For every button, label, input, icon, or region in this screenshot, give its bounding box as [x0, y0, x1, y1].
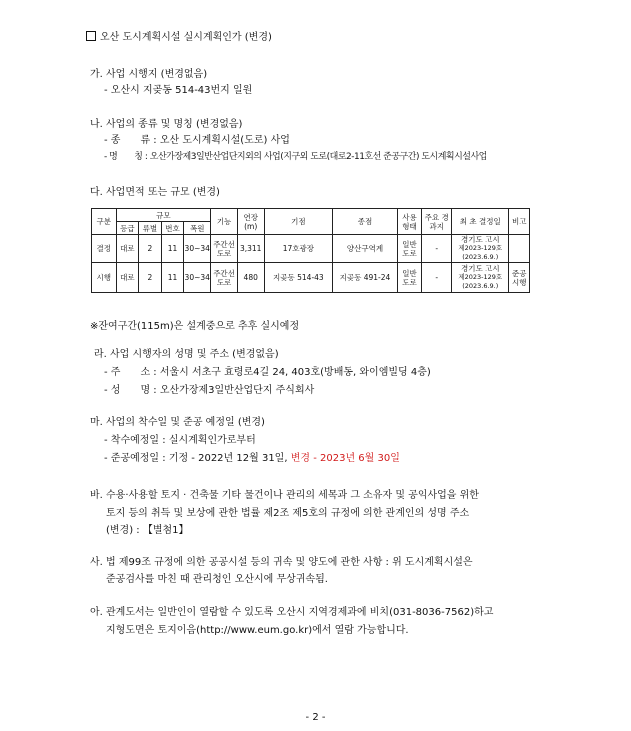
section-d-heading: 라. 사업 시행자의 성명 및 주소 (변경없음) [94, 349, 279, 360]
cell-first-line3: (2023.6.9.) [462, 282, 499, 290]
cell-start: 지곶동 514-43 [264, 263, 333, 293]
cell-start: 17호광장 [264, 235, 333, 263]
section-c-heading: 다. 사업면적 또는 규모 (변경) [90, 187, 220, 198]
table-row [92, 235, 530, 263]
cell-first-line3: (2023.6.9.) [462, 253, 499, 261]
section-f-line1: 바. 수용·사용할 토지 · 건축물 기타 물건이나 관리의 세목과 그 소유자 및 공익사업을 위한 [90, 490, 479, 501]
header-main: 주요 경과지 [422, 209, 452, 235]
cell-first [452, 263, 509, 293]
header-type: 류별 [139, 222, 162, 235]
completion-date-original: - 준공예정일 : 기정 - 2022년 12월 31일, [104, 453, 288, 464]
header-gubun: 구분 [92, 209, 117, 235]
header-width: 폭원 [184, 222, 211, 235]
header-no: 번호 [161, 222, 184, 235]
cell-grade: 대로 [116, 263, 139, 293]
header-func: 기능 [211, 209, 238, 235]
cell-gubun: 시행 [92, 263, 117, 293]
cell-type: 2 [139, 235, 162, 263]
checkbox-icon [86, 31, 96, 41]
cell-note [509, 235, 530, 263]
header-start: 기점 [264, 209, 333, 235]
section-f-line3: (변경) : 【별첨1】 [106, 525, 189, 536]
cell-note: 준공 시행 [509, 263, 530, 293]
section-g-line2: 준공검사를 마친 때 관리청인 오산시에 무상귀속됨. [106, 574, 328, 585]
section-e-heading: 마. 사업의 착수일 및 준공 예정일 (변경) [90, 417, 265, 428]
section-a-item: - 오산시 지곶동 514-43번지 일원 [104, 85, 253, 96]
cell-func: 주간선 도로 [211, 263, 238, 293]
header-grade: 등급 [116, 222, 139, 235]
cell-use: 일반 도로 [397, 235, 422, 263]
cell-first-line2: 제2023-129호 [458, 273, 503, 281]
cell-width: 30~34 [184, 235, 211, 263]
header-scale: 규모 [116, 209, 211, 222]
header-end: 종점 [333, 209, 398, 235]
header-first: 최 초 결정일 [452, 209, 509, 235]
title-text: 오산 도시계획시설 실시계획인가 (변경) [100, 32, 272, 43]
cell-length: 480 [237, 263, 264, 293]
scale-table [91, 208, 530, 293]
section-d-item2: - 성 명 : 오산가장제3일반산업단지 주식회사 [104, 385, 315, 396]
header-length: 연장 (m) [237, 209, 264, 235]
completion-date-changed: 변경 - 2023년 6월 30일 [290, 453, 400, 464]
header-use: 사용 형태 [397, 209, 422, 235]
cell-use: 일반 도로 [397, 263, 422, 293]
section-e-item2 [104, 452, 400, 465]
section-h-line2: 지형도면은 토지이음(http://www.eum.go.kr)에서 열람 가능합니다. [106, 625, 409, 636]
section-h-line1: 아. 관계도서는 일반인이 열람할 수 있도록 오산시 지역경제과에 비치(031-8036-7562)하고 [90, 607, 494, 618]
section-d-item1: - 주 소 : 서울시 서초구 효령로4길 24, 403호(방배동, 와이엠빌딩 4층) [104, 367, 431, 378]
cell-no: 11 [161, 263, 184, 293]
page-number: - 2 - [305, 712, 326, 723]
cell-func: 주간선 도로 [211, 235, 238, 263]
section-b-item2: - 명 칭 : 오산가장제3일반산업단지외의 사업(지구외 도로(대로2-11호선 준공구간) 도시계획시설사업 [104, 152, 487, 162]
remaining-note: ※잔여구간(115m)은 설계중으로 추후 실시예정 [90, 321, 300, 332]
cell-no: 11 [161, 235, 184, 263]
cell-end: 지곶동 491-24 [333, 263, 398, 293]
cell-main: - [422, 235, 452, 263]
section-g-line1: 사. 법 제99조 규정에 의한 공공시설 등의 귀속 및 양도에 관한 사항 : 위 도시계획시설은 [90, 557, 473, 568]
cell-first [452, 235, 509, 263]
cell-length: 3,311 [237, 235, 264, 263]
cell-first-line1: 경기도 고시 [460, 235, 500, 244]
table-row [92, 263, 530, 293]
cell-end: 양산구역계 [333, 235, 398, 263]
cell-first-line2: 제2023-129호 [458, 244, 503, 252]
section-e-item1: - 착수예정일 : 실시계획인가로부터 [104, 435, 256, 446]
header-note: 비고 [509, 209, 530, 235]
section-a-heading: 가. 사업 시행지 (변경없음) [90, 69, 208, 80]
section-f-line2: 토지 등의 취득 및 보상에 관한 법률 제2조 제5호의 규정에 의한 관계인의 성명 주소 [106, 508, 470, 519]
cell-grade: 대로 [116, 235, 139, 263]
cell-main: - [422, 263, 452, 293]
cell-gubun: 결정 [92, 235, 117, 263]
section-b-item1: - 종 류 : 오산 도시계획시설(도로) 사업 [104, 135, 290, 146]
cell-width: 30~34 [184, 263, 211, 293]
cell-first-line1: 경기도 고시 [460, 264, 500, 273]
section-b-heading: 나. 사업의 종류 및 명칭 (변경없음) [90, 119, 243, 130]
title [86, 31, 272, 44]
cell-type: 2 [139, 263, 162, 293]
